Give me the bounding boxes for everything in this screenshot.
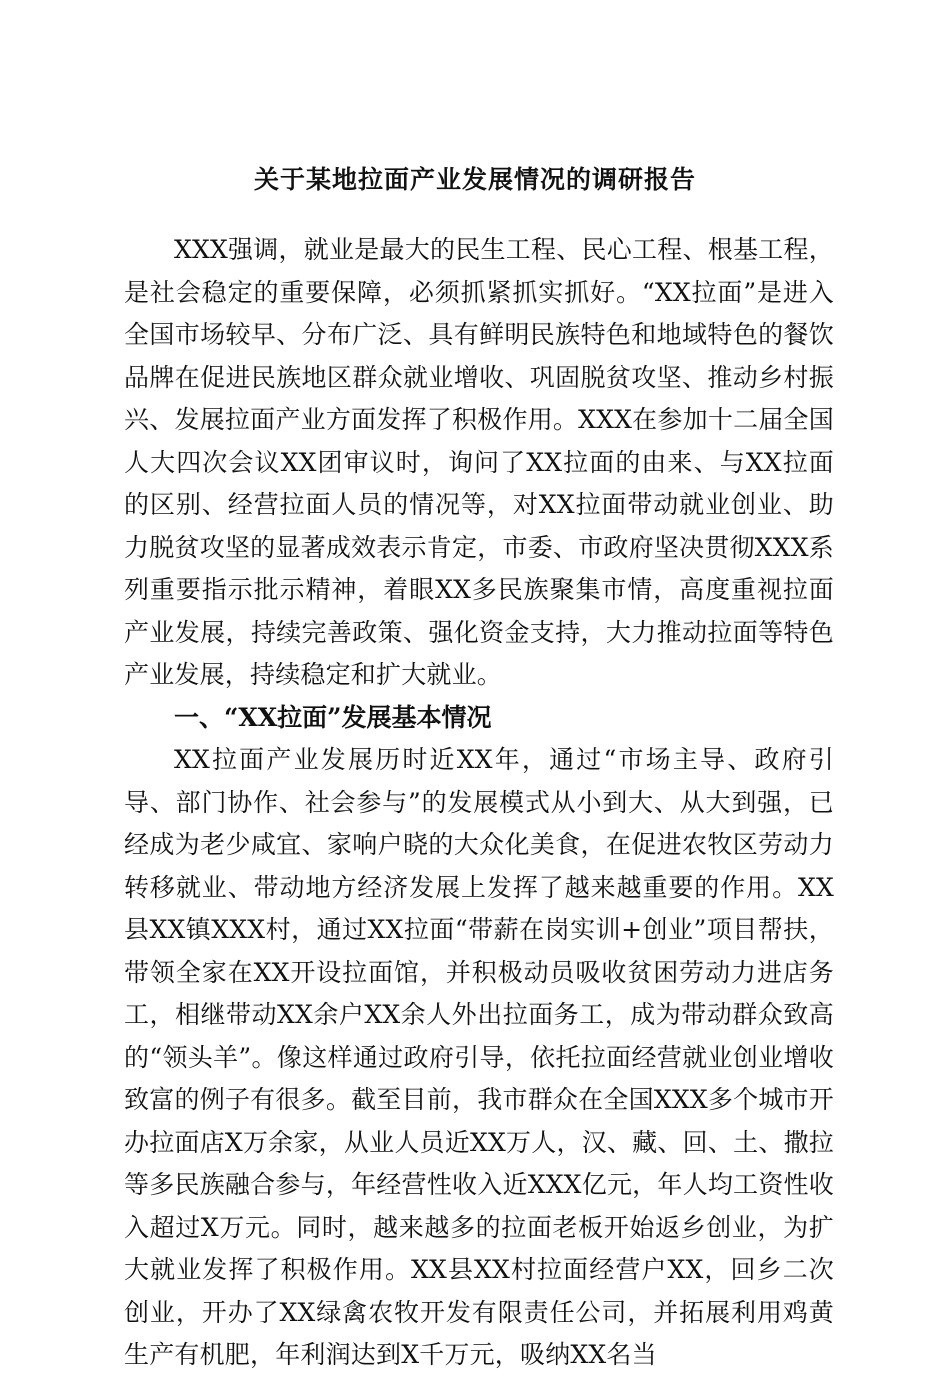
- paragraph-basic-situation: XX拉面产业发展历时近XX年，通过“市场主导、政府引导、部门协作、社会参与”的发展模式从小到大、从大到强，已经成为老少咸宜、家响户晓的大众化美食，在促进农牧区劳动力转移就业、带动地方经济发展上发挥了越来越重要的作用。XX县XX镇XXX村，通过XX拉面“带薪在岗实训+创业”项目帮扶，带领全家在XX开设拉面馆，并积极动员吸收贫困劳动力进店务工，相继带动XX余户XX余人外出拉面务工，成为带动群众致高的“领头羊”。像这样通过政府引导，依托拉面经营就业创业增收致富的例子有很多。截至目前，我市群众在全国XXX多个城市开办拉面店X万余家，从业人员近XX万人，汉、藏、回、土、撒拉等多民族融合参与，年经营性收入近XXX亿元，年人均工资性收入超过X万元。同时，越来越多的拉面老板开始返乡创业，为扩大就业发挥了积极作用。XX县XX村拉面经营户XX，回乡二次创业，开办了XX绿禽农牧开发有限责任公司，并拓展利用鸡黄生产有机肥，年利润达到X千万元，吸纳XX名当: [124, 745, 834, 1369]
- section-heading: 一、“XX拉面”发展基本情况: [174, 702, 492, 732]
- document-body: [124, 229, 834, 1377]
- paragraph-intro: XXX强调，就业是最大的民生工程、民心工程、根基工程，是社会稳定的重要保障，必须抓紧抓实抓好。“XX拉面”是进入全国市场较早、分布广泛、具有鲜明民族特色和地域特色的餐饮品牌在促进民族地区群众就业增收、巩固脱贫攻坚、推动乡村振兴、发展拉面产业方面发挥了积极作用。XXX在参加十二届全国人大四次会议XX团审议时，询问了XX拉面的由来、与XX拉面的区别、经营拉面人员的情况等，对XX拉面带动就业创业、助力脱贫攻坚的显著成效表示肯定，市委、市政府坚决贯彻XXX系列重要指示批示精神，着眼XX多民族聚集市情，高度重视拉面产业发展，持续完善政策、强化资金支持，大力推动拉面等特色产业发展，持续稳定和扩大就业。: [124, 235, 834, 689]
- document-title: 关于某地拉面产业发展情况的调研报告: [253, 165, 696, 194]
